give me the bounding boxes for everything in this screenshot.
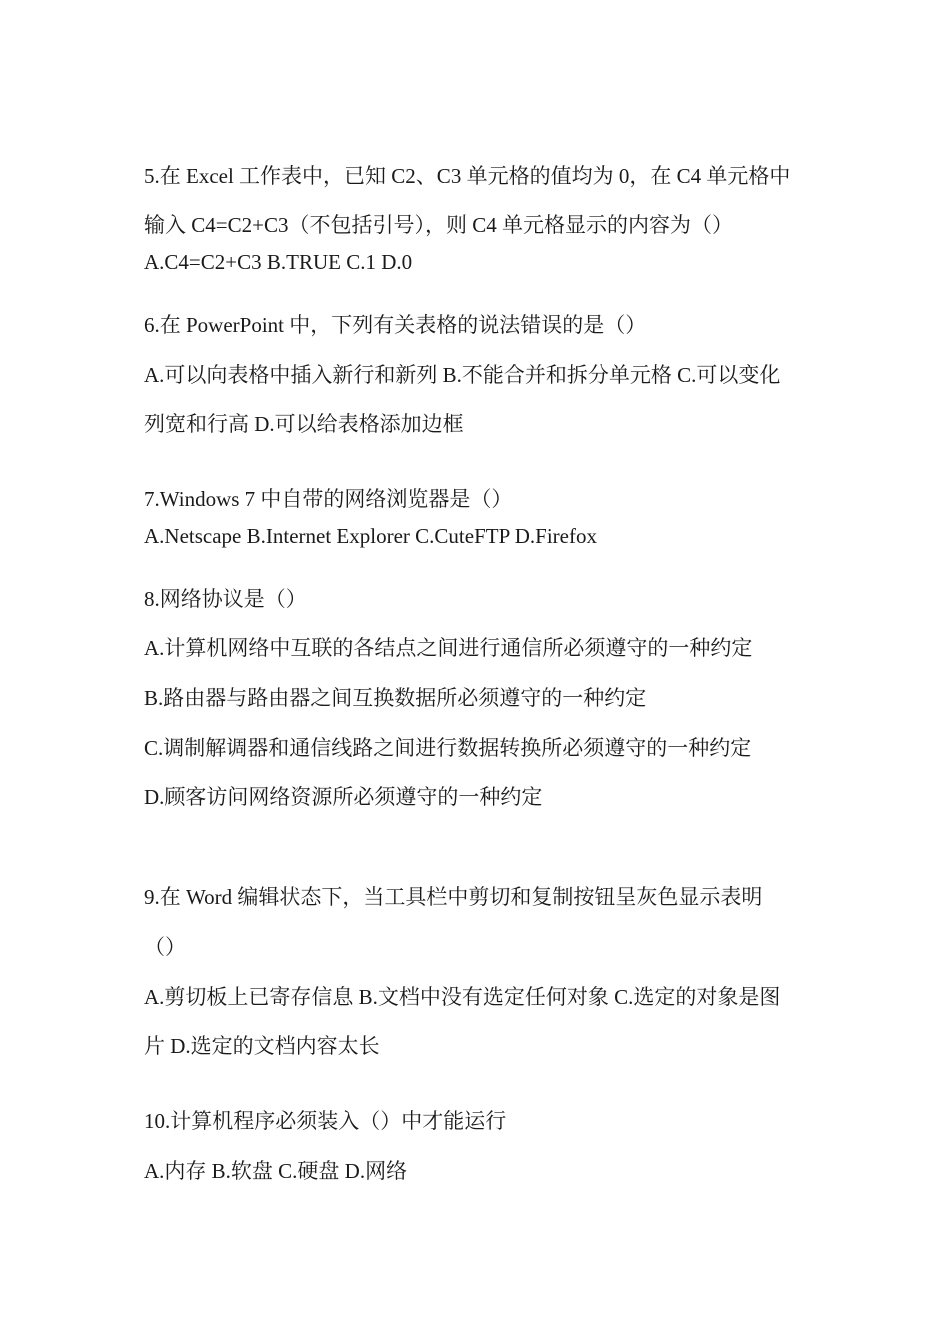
question-5-options: A.C4=C2+C3 B.TRUE C.1 D.0 bbox=[144, 250, 413, 274]
question-7-stem: 7.Windows 7 中自带的网络浏览器是（） bbox=[144, 487, 513, 511]
question-6-options-line-2: 列宽和行高 D.可以给表格添加边框 bbox=[144, 412, 464, 436]
question-6-stem: 6.在 PowerPoint 中，下列有关表格的说法错误的是（） bbox=[144, 313, 647, 337]
question-9-options-line-2: 片 D.选定的文档内容太长 bbox=[144, 1034, 380, 1058]
question-5-stem-line-1: 5.在 Excel 工作表中，已知 C2、C3 单元格的值均为 0，在 C4 单元格中 bbox=[144, 164, 791, 188]
question-10-options: A.内存 B.软盘 C.硬盘 D.网络 bbox=[144, 1159, 408, 1183]
question-10-stem: 10.计算机程序必须装入（）中才能运行 bbox=[144, 1109, 507, 1133]
question-8-option-c: C.调制解调器和通信线路之间进行数据转换所必须遵守的一种约定 bbox=[144, 736, 752, 760]
question-8-option-d: D.顾客访问网络资源所必须遵守的一种约定 bbox=[144, 785, 543, 809]
question-9-options-line-1: A.剪切板上已寄存信息 B.文档中没有选定任何对象 C.选定的对象是图 bbox=[144, 985, 781, 1009]
question-9-stem-line-2: （） bbox=[144, 935, 186, 959]
question-9-stem-line-1: 9.在 Word 编辑状态下，当工具栏中剪切和复制按钮呈灰色显示表明 bbox=[144, 885, 763, 909]
question-7-options: A.Netscape B.Internet Explorer C.CuteFTP D.Firefox bbox=[144, 524, 597, 548]
question-5-stem-line-2: 输入 C4=C2+C3（不包括引号），则 C4 单元格显示的内容为（） bbox=[144, 213, 733, 237]
question-8-option-a: A.计算机网络中互联的各结点之间进行通信所必须遵守的一种约定 bbox=[144, 636, 753, 660]
question-8-stem: 8.网络协议是（） bbox=[144, 587, 307, 611]
question-6-options-line-1: A.可以向表格中插入新行和新列 B.不能合并和拆分单元格 C.可以变化 bbox=[144, 363, 781, 387]
question-8-option-b: B.路由器与路由器之间互换数据所必须遵守的一种约定 bbox=[144, 686, 647, 710]
